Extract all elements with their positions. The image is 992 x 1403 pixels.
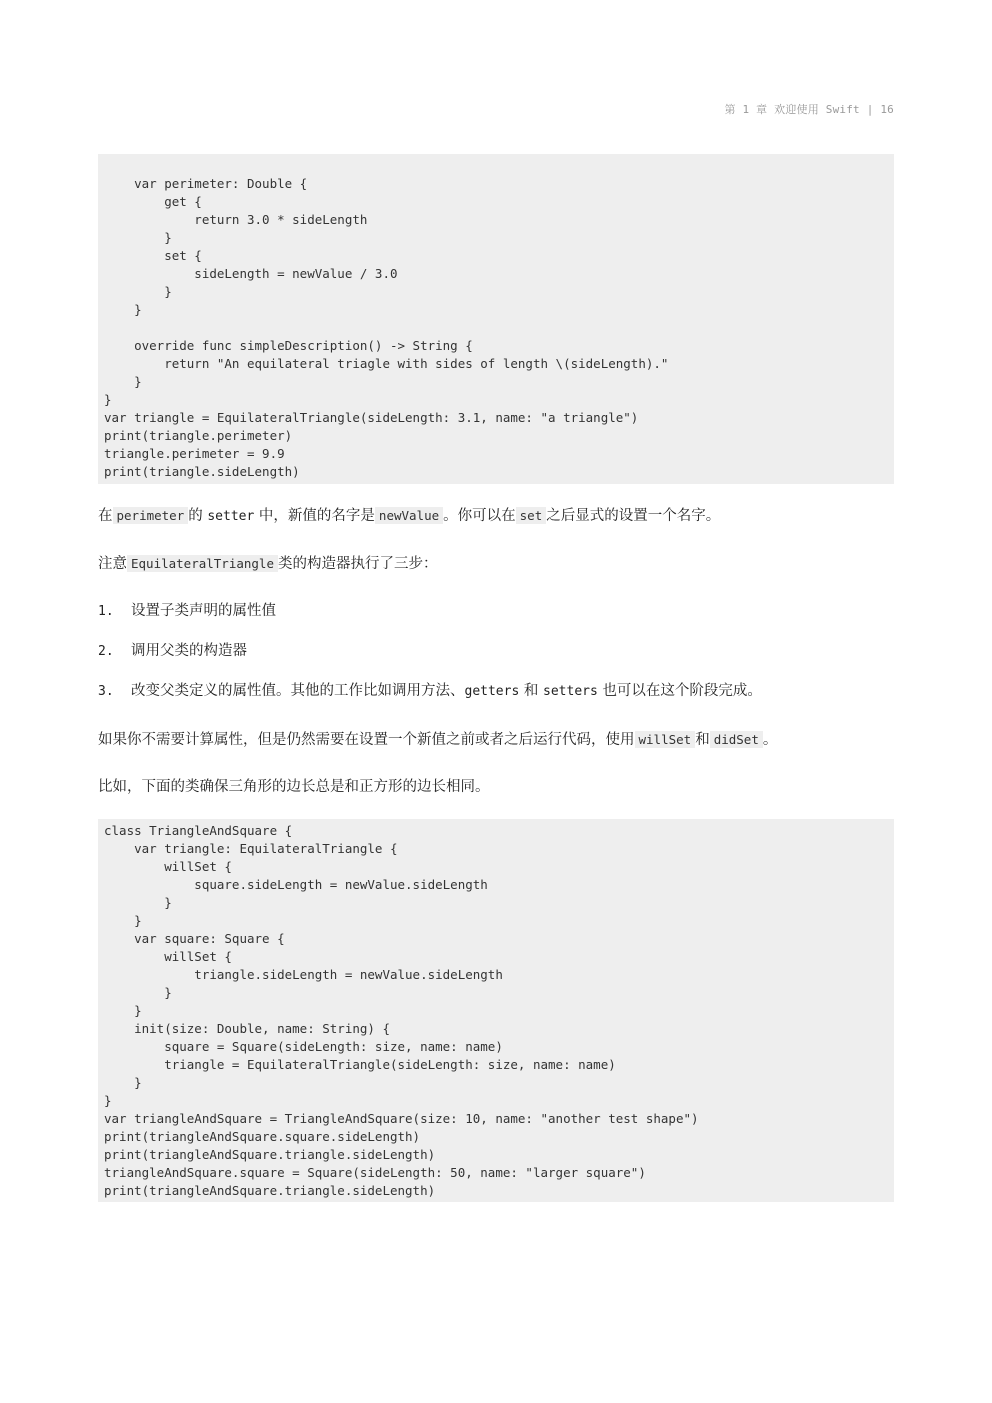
- text: 也可以在这个阶段完成。: [597, 683, 762, 699]
- code-line: print(triangle.perimeter): [104, 428, 293, 443]
- code-line: var triangle: EquilateralTriangle {: [104, 841, 398, 856]
- text: 。: [762, 732, 778, 748]
- code-line: get {: [104, 194, 202, 209]
- code-line: sideLength = newValue / 3.0: [104, 266, 398, 281]
- code-line: class TriangleAndSquare {: [104, 823, 293, 838]
- code-line: var perimeter: Double {: [104, 176, 308, 191]
- text: 注意: [98, 556, 127, 572]
- code-line: set {: [104, 248, 202, 263]
- list-item-1: [98, 600, 276, 623]
- code-line: }: [104, 1075, 142, 1090]
- code-line: }: [104, 230, 172, 245]
- inline-code-newvalue: newValue: [375, 507, 443, 524]
- code-line: return "An equilateral triagle with sides of length \(sideLength).": [104, 356, 669, 371]
- code-line: }: [104, 374, 142, 389]
- code-block-perimeter: [98, 154, 894, 484]
- code-line: triangle.perimeter = 9.9: [104, 446, 285, 461]
- code-line: print(triangleAndSquare.triangle.sideLength): [104, 1147, 436, 1162]
- list-number: 2.: [98, 644, 114, 659]
- code-line: }: [104, 1003, 142, 1018]
- list-number: 3.: [98, 684, 114, 699]
- paragraph-initializer-note: [98, 553, 894, 575]
- text: 。你可以在: [443, 508, 516, 524]
- code-line: triangle = EquilateralTriangle(sideLength: size, name: name): [104, 1057, 616, 1072]
- inline-code-willset: willSet: [635, 731, 696, 748]
- code-block-triangle-and-square: [98, 819, 894, 1202]
- code-line: print(triangleAndSquare.triangle.sideLength): [104, 1183, 436, 1198]
- text: 和: [519, 683, 544, 699]
- paragraph-example-intro: 比如，下面的类确保三角形的边长总是和正方形的边长相同。: [98, 779, 490, 795]
- code-line: return 3.0 * sideLength: [104, 212, 368, 227]
- term-setter: setter: [207, 509, 255, 524]
- code-line: [104, 319, 888, 337]
- paragraph-setter-note: [98, 505, 894, 528]
- page-header: 第 1 章 欢迎使用 Swift | 16: [724, 103, 894, 116]
- code-line: }: [104, 895, 172, 910]
- code-line: var triangleAndSquare = TriangleAndSquare(size: 10, name: "another test shape"): [104, 1111, 699, 1126]
- inline-code-perimeter: perimeter: [113, 507, 189, 524]
- code-line: square = Square(sideLength: size, name: name): [104, 1039, 503, 1054]
- text: 的: [188, 508, 208, 524]
- list-text: 调用父类的构造器: [131, 643, 247, 659]
- code-line: init(size: Double, name: String) {: [104, 1021, 390, 1036]
- code-line: square.sideLength = newValue.sideLength: [104, 877, 488, 892]
- text: 中，新值的名字是: [254, 508, 375, 524]
- term-setters: setters: [543, 684, 598, 699]
- code-line: willSet {: [104, 949, 232, 964]
- text: 在: [98, 508, 113, 524]
- list-number: 1.: [98, 604, 114, 619]
- code-line: }: [104, 302, 142, 317]
- code-line: }: [104, 392, 112, 407]
- code-line: override func simpleDescription() -> String {: [104, 338, 473, 353]
- list-item-3: [98, 680, 762, 703]
- list-text: 改变父类定义的属性值。其他的工作比如调用方法、: [131, 683, 465, 699]
- code-line: triangleAndSquare.square = Square(sideLength: 50, name: "larger square"): [104, 1165, 646, 1180]
- inline-code-set: set: [516, 507, 547, 524]
- term-getters: getters: [464, 684, 520, 699]
- code-line: var square: Square {: [104, 931, 285, 946]
- code-line: triangle.sideLength = newValue.sideLength: [104, 967, 503, 982]
- inline-code-didset: didSet: [710, 731, 763, 748]
- code-line: print(triangleAndSquare.square.sideLength): [104, 1129, 421, 1144]
- inline-code-equilateraltriangle: EquilateralTriangle: [127, 555, 278, 572]
- text: 和: [695, 732, 710, 748]
- text: 如果你不需要计算属性，但是仍然需要在设置一个新值之前或者之后运行代码，使用: [98, 732, 635, 748]
- code-line: willSet {: [104, 859, 232, 874]
- code-line: }: [104, 284, 172, 299]
- code-line: }: [104, 913, 142, 928]
- code-line: }: [104, 1093, 112, 1108]
- code-line: }: [104, 985, 172, 1000]
- list-item-2: [98, 640, 247, 663]
- code-line: print(triangle.sideLength): [104, 464, 300, 479]
- list-text: 设置子类声明的属性值: [131, 603, 276, 619]
- text: 类的构造器执行了三步：: [278, 556, 438, 572]
- paragraph-willset-note: [98, 729, 894, 751]
- code-line: var triangle = EquilateralTriangle(sideLength: 3.1, name: "a triangle"): [104, 410, 639, 425]
- text: 之后显式的设置一个名字。: [546, 508, 721, 524]
